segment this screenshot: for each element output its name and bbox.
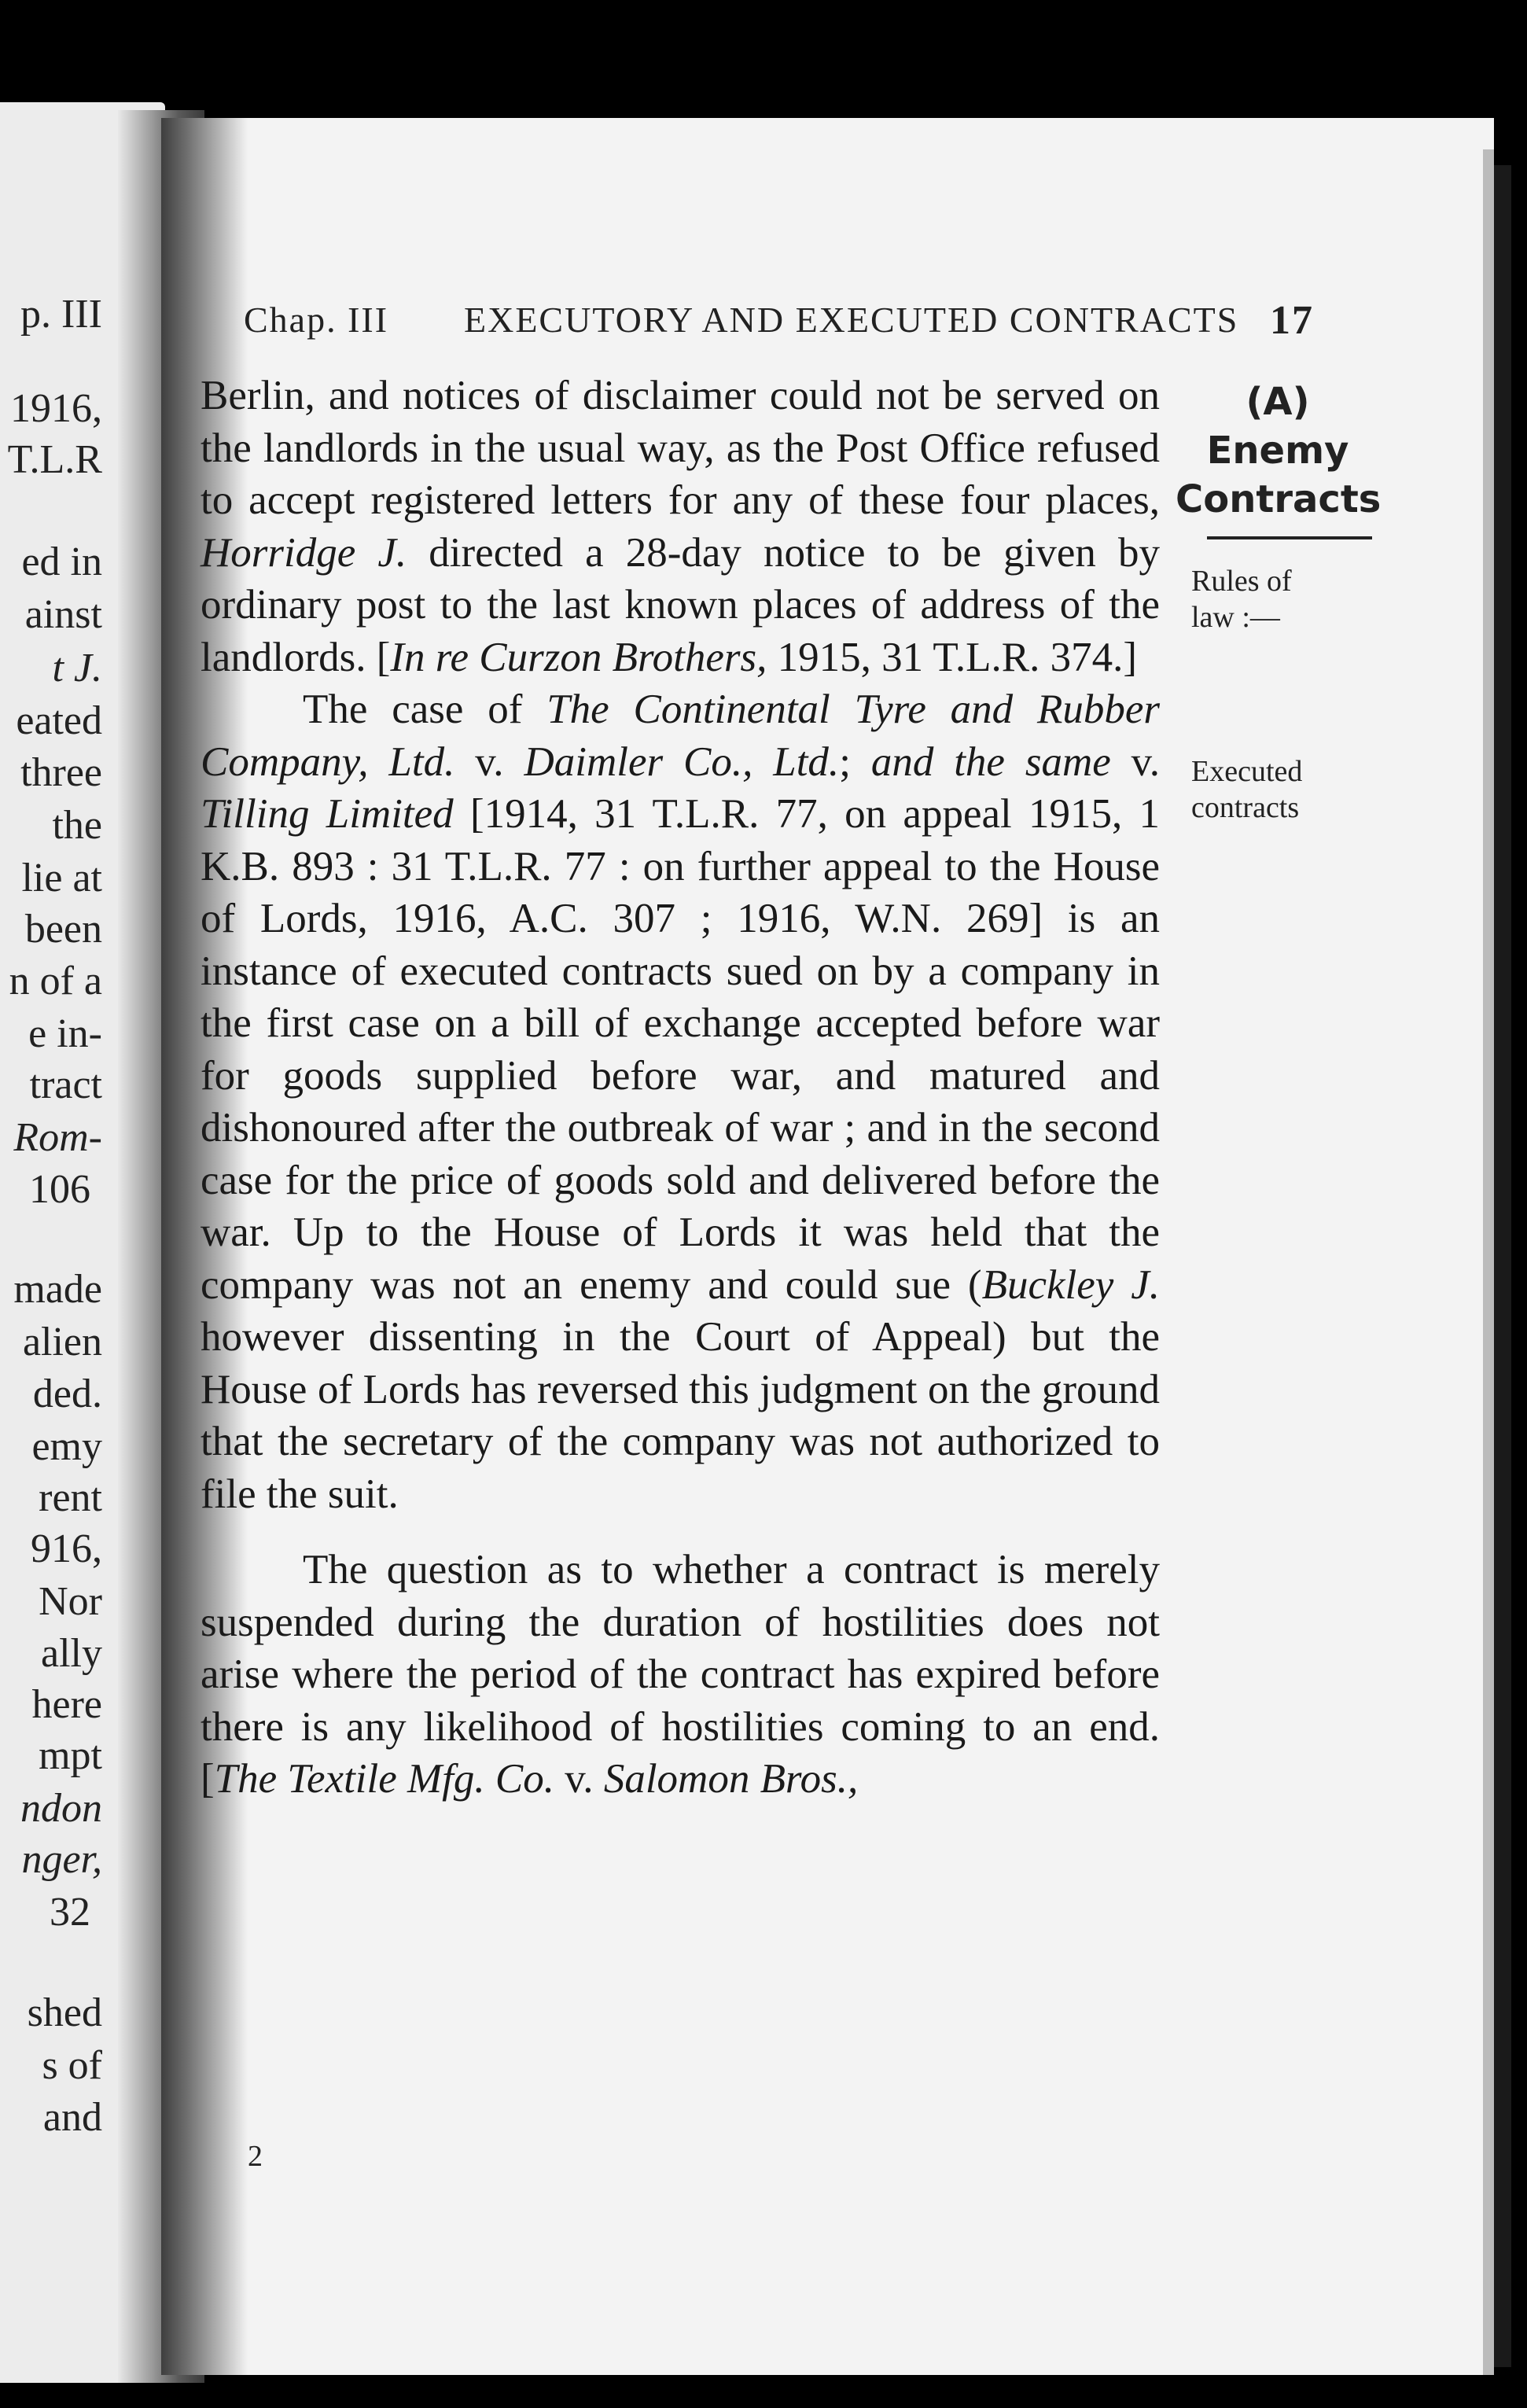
case-reference: Tilling Limited — [201, 791, 454, 837]
paragraph-text: directed a 28-day notice to be given by ordinary post to the last known places of address of the landlords. [ — [201, 529, 1160, 680]
left-page-line: the — [52, 803, 102, 848]
paragraph-text: The case of — [303, 687, 547, 732]
section-heading: Contracts — [1176, 477, 1382, 521]
left-page-line: Nor — [39, 1579, 102, 1624]
left-page-line: s of — [42, 2043, 102, 2088]
right-page — [161, 118, 1494, 2375]
paragraph-text: however dissenting in the Court of Appeal) but the House of Lords has reversed this judgment on the ground that the secretary of the company was not authorized to file the suit. — [201, 1314, 1160, 1517]
judge-name: Horridge J. — [201, 529, 407, 576]
left-page-line: t J. — [52, 646, 102, 690]
left-page-line: emy — [31, 1424, 102, 1469]
left-page-line: here — [31, 1682, 102, 1727]
left-page-line: three — [20, 750, 102, 795]
left-page-line: been — [24, 907, 102, 952]
case-reference: Salomon Bros., — [603, 1756, 859, 1802]
margin-note: Executed — [1191, 755, 1303, 788]
paragraph — [201, 370, 1160, 683]
chapter-label: Chap. III — [244, 300, 389, 340]
case-reference: In re Curzon Brothers, — [390, 634, 767, 680]
left-page-line: and — [42, 2095, 102, 2140]
left-page-line: ally — [41, 1631, 102, 1676]
paragraph — [201, 683, 1160, 1520]
margin-note: Rules of — [1191, 565, 1292, 598]
case-reference: Daimler Co., Ltd. — [524, 738, 840, 785]
left-page-line: eated — [16, 698, 102, 743]
paragraph-text: Berlin, and notices of disclaimer could not be served on the landlords in the usual way, as the Post Office refused to accept registered letters for any of these four places, — [201, 373, 1160, 523]
left-page-line: tract — [29, 1062, 102, 1107]
signature-mark: 2 — [248, 2140, 263, 2173]
judge-name: Buckley J. — [981, 1261, 1160, 1308]
margin-note: law :— — [1191, 601, 1280, 634]
paragraph — [201, 1544, 1160, 1806]
left-page-line: alien — [22, 1320, 102, 1364]
left-page-line: rent — [39, 1475, 102, 1520]
left-page-line: 1916, — [10, 386, 102, 431]
left-page-line: lie at — [21, 856, 102, 900]
margin-note: contracts — [1191, 791, 1300, 824]
paragraph-text: ; — [839, 738, 871, 785]
left-page-line: n of a — [9, 959, 102, 1003]
case-reference: and the same — [870, 738, 1111, 785]
paragraph-text: [1914, 31 T.L.R. 77, on appeal 1915, 1 K.B. 893 : 31 T.L.R. 77 : on further appeal to the House of Lords, 1916, A.C. 307 ; 1916, W.N. 269] is an instance of executed contracts sued on by a company in the first case on a bill of exchange accepted before war for goods supplied before war, and matured and dishonoured after the outbreak of war ; and in the second case for the price of goods sold and delivered before the war. Up to the House of Lords it was held that the company was not an enemy and could sue ( — [201, 791, 1161, 1308]
left-page-line: shed — [27, 1990, 102, 2035]
left-page-line: Rom- — [13, 1115, 102, 1160]
case-reference: The Textile Mfg. Co. — [214, 1756, 554, 1802]
section-heading: Enemy — [1206, 429, 1349, 473]
paragraph-text: v. — [1110, 738, 1160, 785]
left-page-line: ainst — [24, 592, 102, 637]
left-page-line: nger, — [21, 1837, 102, 1882]
page-edge — [1483, 149, 1494, 2375]
left-page-line: 32 — [50, 1890, 90, 1935]
paragraph-text: 1915, 31 T.L.R. 374.] — [767, 634, 1137, 680]
left-page-line: 916, — [31, 1526, 102, 1571]
running-title: EXECUTORY AND EXECUTED CONTRACTS — [464, 300, 1239, 340]
left-page-line: made — [13, 1267, 102, 1312]
left-page-line: p. III — [20, 292, 102, 337]
left-page-line: e in- — [28, 1011, 102, 1056]
left-page-line: ded. — [32, 1372, 102, 1416]
body-text — [201, 370, 1160, 1806]
paragraph-text: The question as to whether a contract is merely suspended during the duration of hostilities does not arise where the period of the contract has expired before there is any likelihood of hostilities coming to an end. [ — [201, 1547, 1160, 1802]
section-marker: (A) — [1246, 380, 1310, 424]
left-page-line: ed in — [21, 539, 102, 584]
running-header — [244, 299, 1384, 354]
page-edge-shadow — [1494, 165, 1511, 2367]
paragraph-text: v. — [554, 1756, 604, 1802]
paragraph-text: v. — [454, 738, 524, 785]
left-page-line: T.L.R — [7, 437, 102, 482]
page-number: 17 — [1270, 298, 1314, 343]
margin-notes — [1176, 377, 1380, 826]
left-page-line: 106 — [29, 1167, 90, 1212]
left-page-line: ndon — [20, 1786, 102, 1831]
case-reference: The Continental Tyre and Rubber Company, Ltd. — [201, 687, 1160, 785]
heading-rule — [1207, 536, 1372, 539]
left-page-line: mpt — [39, 1733, 102, 1778]
